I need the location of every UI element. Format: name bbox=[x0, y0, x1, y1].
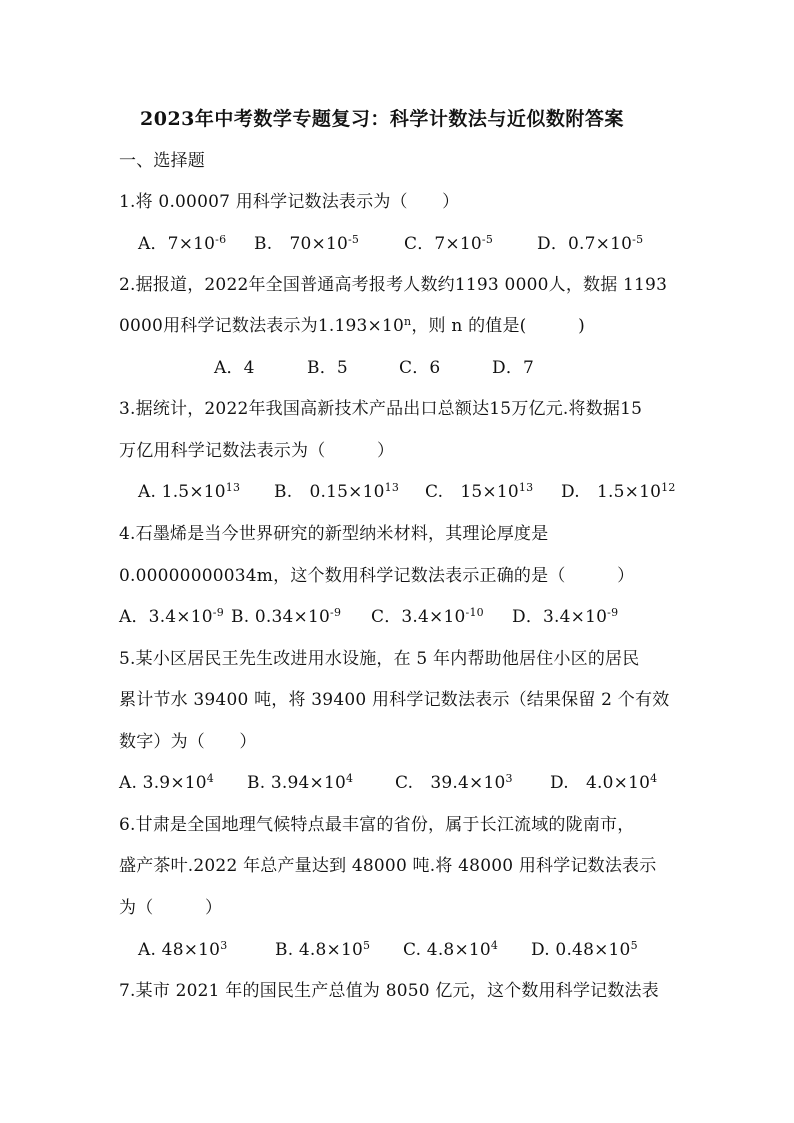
q5-stem-line1: 5.某小区居民王先生改进用水设施，在 5 年内帮助他居住小区的居民 bbox=[119, 649, 640, 669]
q4-stem-line1: 4.石墨烯是当今世界研究的新型纳米材料，其理论厚度是 bbox=[119, 524, 549, 544]
q2-options bbox=[214, 357, 534, 379]
q5-stem-line3: 数字）为（ ） bbox=[119, 732, 257, 752]
q2-option-b: B．5 bbox=[307, 358, 348, 378]
q3-option-b: B. $0.15\times 10^{13}$ bbox=[274, 481, 400, 502]
q4-option-a: A．$3.4\times 10^{-9}$ bbox=[119, 606, 224, 627]
q7-stem-line1: 7.某市 2021 年的国民生产总值为 8050 亿元，这个数用科学记数法表 bbox=[119, 981, 659, 1001]
q6-option-b: B. $4.8\times 10^5$ bbox=[275, 939, 371, 960]
q5-option-a: A. $3.9\times 10^4$ bbox=[119, 772, 214, 793]
q6-option-a: A. $48\times 10^3$ bbox=[138, 939, 228, 960]
q6-option-d: D. $0.48\times 10^5$ bbox=[531, 939, 638, 960]
document-title: 2023年中考数学专题复习：科学计数法与近似数附答案 bbox=[140, 108, 624, 130]
q3-options bbox=[138, 481, 676, 503]
q5-option-c: C. $39.4\times 10^3$ bbox=[395, 772, 513, 793]
q6-option-c: C. $4.8\times 10^4$ bbox=[403, 939, 499, 960]
q1-options bbox=[138, 233, 643, 255]
q6-stem-line2: 盛产茶叶.2022 年总产量达到 48000 吨.将 48000 用科学记数法表示 bbox=[119, 856, 657, 876]
q3-option-d: D. $1.5\times 10^{12}$ bbox=[561, 481, 676, 502]
q1-option-d: D．$0.7\times 10^{-5}$ bbox=[537, 233, 644, 254]
q3-option-c: C. $15\times 10^{13}$ bbox=[425, 481, 534, 502]
q2-option-a: A．4 bbox=[214, 358, 255, 378]
q6-stem-line3: 为（ ） bbox=[119, 898, 223, 918]
q2-option-d: D．7 bbox=[492, 358, 535, 378]
q2-stem-line1: 2.据报道，2022年全国普通高考报考人数约1193 0000人，数据 1193 bbox=[119, 275, 668, 295]
q3-stem-line1: 3.据统计，2022年我国高新技术产品出口总额达15万亿元.将数据15 bbox=[119, 399, 643, 419]
q1-option-a: A．$7\times 10^{-6}$ bbox=[138, 233, 227, 254]
q4-stem-line2: 0.00000000034m，这个数用科学记数法表示正确的是（ ） bbox=[119, 566, 635, 586]
q4-options bbox=[119, 606, 618, 628]
q4-option-b: B. $0.34\times 10^{-9}$ bbox=[231, 606, 342, 627]
q1-stem: 1.将 0.00007 用科学记数法表示为（ ） bbox=[119, 192, 460, 212]
q4-option-d: D．$3.4\times 10^{-9}$ bbox=[512, 606, 619, 627]
q4-option-c: C．$3.4\times 10^{-10}$ bbox=[371, 606, 484, 627]
q2-option-c: C．6 bbox=[399, 358, 441, 378]
q1-option-c: C．$7\times 10^{-5}$ bbox=[404, 233, 494, 254]
q6-stem-line1: 6.甘肃是全国地理气候特点最丰富的省份，属于长江流域的陇南市， bbox=[119, 815, 635, 835]
q5-option-d: D. $4.0\times 10^4$ bbox=[550, 772, 658, 793]
q5-stem-line2: 累计节水 39400 吨，将 39400 用科学记数法表示（结果保留 2 个有效 bbox=[119, 690, 670, 710]
q3-stem-line2: 万亿用科学记数法表示为（ ） bbox=[119, 441, 395, 461]
q5-option-b: B. $3.94\times 10^4$ bbox=[247, 772, 354, 793]
section-heading: 一、选择题 bbox=[119, 151, 205, 171]
q3-option-a: A. $1.5\times 10^{13}$ bbox=[138, 481, 241, 502]
q1-option-b: B. $70\times 10^{-5}$ bbox=[254, 233, 360, 254]
q2-stem-line2: 0000用科学记数法表示为$1.193\times 10^n$，则 n 的值是( ) bbox=[119, 315, 585, 336]
q5-options bbox=[119, 772, 657, 794]
q6-options bbox=[138, 939, 638, 961]
